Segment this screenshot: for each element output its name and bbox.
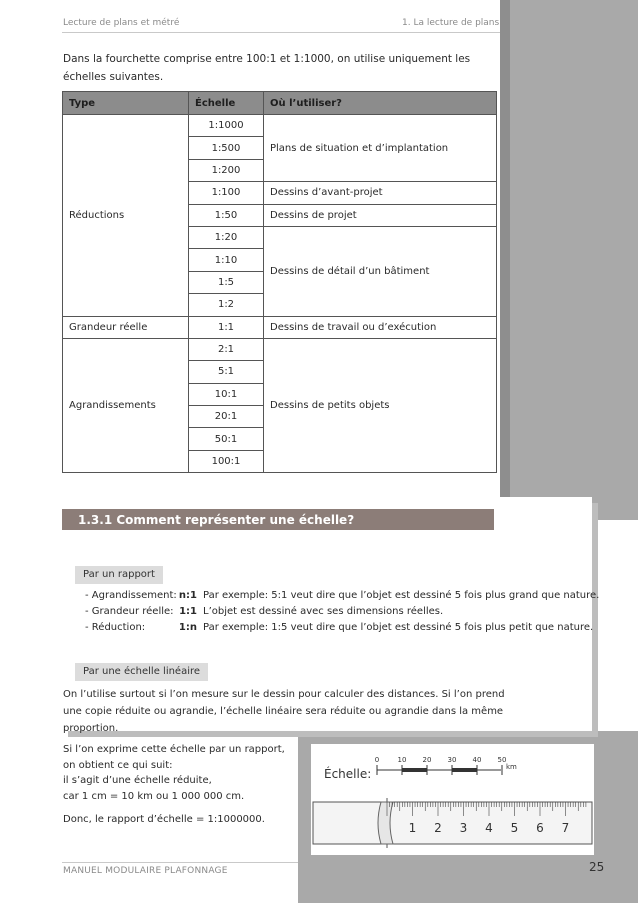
scale-cell: 1:200 (189, 159, 264, 181)
conclusion-line: Donc, le rapport d’échelle = 1:1000000. (63, 814, 265, 825)
example-paragraph (63, 742, 303, 804)
rapport-text: Par exemple: 5:1 veut dire que l’objet est dessiné 5 fois plus grand que nature. (203, 590, 600, 601)
footer-divider (62, 862, 298, 863)
scale-cell: 50:1 (189, 428, 264, 450)
table-row (63, 338, 497, 360)
table-row (63, 316, 497, 338)
scale-tick-label: 10 (397, 756, 407, 764)
category-enlargements: Agrandissements (63, 338, 189, 472)
scale-tick-label: 30 (447, 756, 457, 764)
use-cell: Dessins d’avant-projet (264, 182, 497, 204)
rapport-label: - Réduction: (85, 622, 146, 633)
rapport-code: 1:n (178, 622, 197, 633)
page-number: 25 (589, 860, 605, 874)
use-cell: Dessins de projet (264, 204, 497, 226)
scale-cell: 1:2 (189, 294, 264, 316)
lineaire-paragraph: On l’utilise surtout si l’on mesure sur le dessin pour calculer des distances. Si l’on prend une copie réduite ou agrandie, l’échelle linéaire sera réduite ou agrandie dans la même proportion. (63, 689, 505, 734)
example-text (63, 742, 303, 836)
scale-tick-label: 50 (497, 756, 507, 764)
ruler-cm-label: 1 (408, 821, 417, 835)
rapport-code: 1:1 (179, 606, 197, 617)
intro-paragraph: Dans la fourchette comprise entre 100:1 et 1:1000, on utilise uniquement les échelles suivantes. (63, 53, 471, 83)
scale-segment (402, 768, 427, 772)
scale-cell: 5:1 (189, 361, 264, 383)
lineaire-subheader: Par une échelle linéaire (75, 663, 208, 681)
scale-tick-label: 0 (374, 756, 380, 764)
use-cell: Dessins de travail ou d’exécution (264, 316, 497, 338)
rapport-row-reduction (85, 621, 593, 635)
scale-cell: 1:10 (189, 249, 264, 271)
scale-cell: 100:1 (189, 450, 264, 472)
section-title: 1.3.1 Comment représenter une échelle? (78, 513, 355, 527)
example-line: car 1 cm = 10 km ou 1 000 000 cm. (63, 790, 245, 802)
scale-cell: 20:1 (189, 406, 264, 428)
example-line: on obtient ce qui suit: (63, 759, 173, 771)
scale-cell: 1:1000 (189, 115, 264, 137)
scale-tick-label: 40 (472, 756, 482, 764)
scale-cell: 1:20 (189, 226, 264, 248)
scale-tick-label: 20 (422, 756, 432, 764)
scale-cell: 2:1 (189, 338, 264, 360)
table-header-row (63, 92, 497, 115)
category-real-size: Grandeur réelle (63, 316, 189, 338)
rapport-label: - Agrandissement: (85, 590, 177, 601)
scale-label: Échelle: (324, 767, 372, 781)
example-line: il s’agit d’une échelle réduite, (63, 775, 212, 786)
background-gray-panel (500, 0, 638, 520)
scale-cell: 1:500 (189, 137, 264, 159)
header-divider (62, 32, 500, 33)
category-reductions: Réductions (63, 115, 189, 317)
scale-segment (452, 768, 477, 772)
rapport-row-enlargement (85, 589, 599, 603)
ruler-cm-label: 6 (536, 821, 544, 835)
page-shadow (500, 0, 510, 520)
use-cell: Dessins de détail d’un bâtiment (264, 226, 497, 316)
table-row (63, 115, 497, 137)
rapport-text: L’objet est dessiné avec ses dimensions réelles. (203, 606, 444, 617)
ruler-cm-label: 2 (434, 821, 442, 835)
rapport-text: Par exemple: 1:5 veut dire que l’objet est dessiné 5 fois plus petit que nature. (203, 622, 594, 633)
ruler-svg (311, 744, 594, 855)
ruler-cm-label: 7 (561, 821, 570, 835)
running-header-right: 1. La lecture de plans (402, 18, 500, 28)
ruler-cm-label: 5 (510, 821, 519, 835)
col-header-type: Type (63, 92, 189, 115)
example-line: Si l’on exprime cette échelle par un rapport, (63, 744, 285, 755)
scale-cell: 1:100 (189, 182, 264, 204)
scale-cell: 1:50 (189, 204, 264, 226)
running-header-left: Lecture de plans et métré (63, 18, 180, 28)
col-header-use: Où l’utiliser? (264, 92, 497, 115)
scale-cell: 1:1 (189, 316, 264, 338)
rapport-code: n:1 (178, 590, 197, 601)
col-header-scale: Échelle (189, 92, 264, 115)
rapport-row-real-size (85, 605, 443, 619)
rapport-subheader: Par un rapport (75, 566, 163, 584)
scale-ticks (375, 756, 507, 775)
scales-table (62, 91, 497, 473)
ruler-cm-label: 3 (459, 821, 468, 835)
scale-cell: 10:1 (189, 383, 264, 405)
footer-title: MANUEL MODULAIRE PLAFONNAGE (63, 866, 228, 876)
ruler-illustration (311, 744, 594, 855)
scale-cell: 1:5 (189, 271, 264, 293)
use-cell: Plans de situation et d’implantation (264, 115, 497, 182)
rapport-label: - Grandeur réelle: (85, 606, 174, 617)
use-cell: Dessins de petits objets (264, 338, 497, 472)
ruler-body (313, 802, 592, 844)
scale-unit: km (506, 763, 517, 771)
ruler-cm-label: 4 (485, 821, 493, 835)
